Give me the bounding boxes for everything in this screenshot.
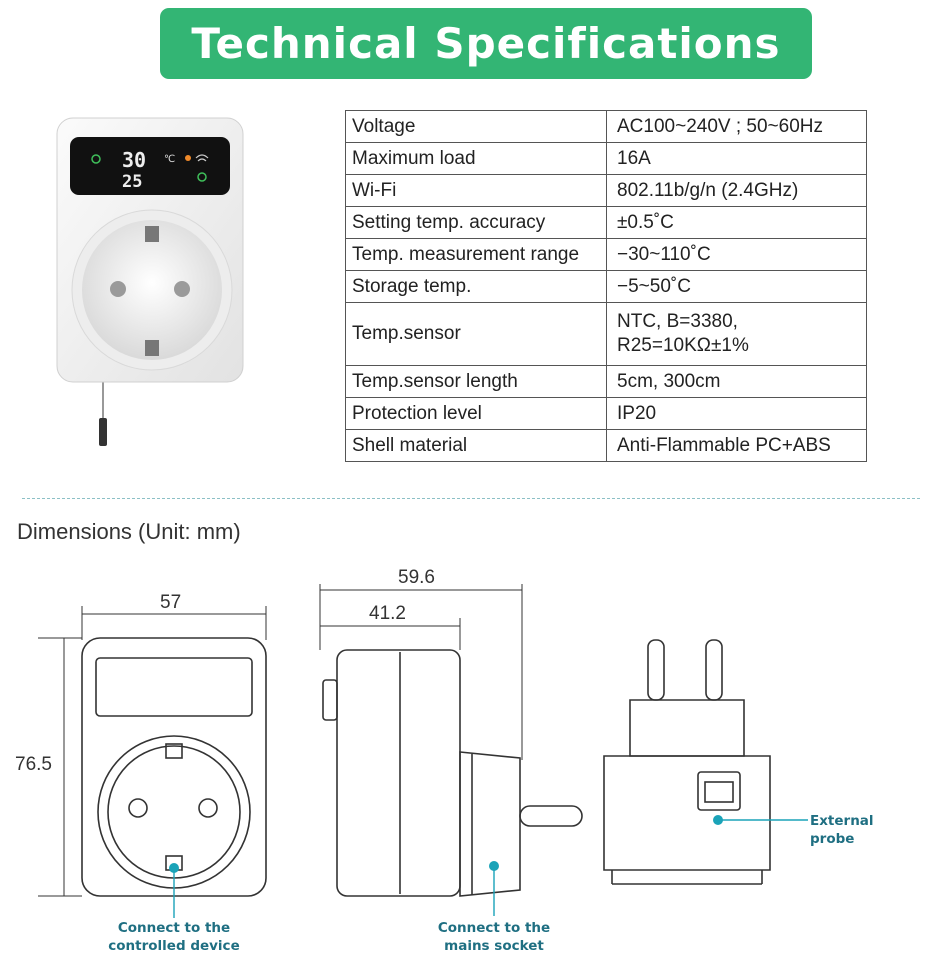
callout-mains-socket xyxy=(424,919,564,955)
spec-label: Temp.sensor length xyxy=(346,366,607,398)
spec-value-line1: NTC, B=3380, xyxy=(617,311,738,332)
dim-depth-total: 59.6 xyxy=(398,567,435,588)
spec-value: −5~50˚C xyxy=(607,271,867,303)
display-temp: 30 xyxy=(122,148,147,172)
page-title: Technical Specifications xyxy=(191,19,781,68)
front-view xyxy=(38,606,266,918)
spec-label: Wi-Fi xyxy=(346,175,607,207)
display-setpoint: 25 xyxy=(122,172,143,192)
spec-label: Temp. measurement range xyxy=(346,239,607,271)
spec-label: Setting temp. accuracy xyxy=(346,207,607,239)
dim-depth-body: 41.2 xyxy=(369,603,406,624)
dimensions-heading: Dimensions (Unit: mm) xyxy=(17,519,241,544)
side-view xyxy=(320,584,582,916)
display-unit: ℃ xyxy=(164,154,176,165)
spec-label: Voltage xyxy=(346,111,607,143)
spec-value: 5cm, 300cm xyxy=(607,366,867,398)
callout-mains-line2: mains socket xyxy=(444,938,544,954)
callout-controlled-line2: controlled device xyxy=(108,938,240,954)
spec-label: Temp.sensor xyxy=(346,303,607,366)
bottom-view xyxy=(604,640,808,884)
dim-height: 76.5 xyxy=(15,754,52,775)
dim-width: 57 xyxy=(160,592,182,613)
spec-value: IP20 xyxy=(607,398,867,430)
callout-controlled-device xyxy=(100,919,248,955)
spec-value: AC100~240V ; 50~60Hz xyxy=(607,111,867,143)
spec-value-line2: R25=10KΩ±1% xyxy=(617,335,749,356)
spec-value: 16A xyxy=(607,143,867,175)
spec-value: ±0.5˚C xyxy=(607,207,867,239)
spec-label: Shell material xyxy=(346,430,607,462)
spec-label: Storage temp. xyxy=(346,271,607,303)
spec-value: 802.11b/g/n (2.4GHz) xyxy=(607,175,867,207)
callout-external-probe: External probe xyxy=(810,813,874,847)
spec-label: Protection level xyxy=(346,398,607,430)
spec-label: Maximum load xyxy=(346,143,607,175)
spec-value: −30~110˚C xyxy=(607,239,867,271)
callout-controlled-line1: Connect to the xyxy=(117,920,231,936)
callout-mains-line1: Connect to the xyxy=(437,920,551,936)
spec-value: Anti-Flammable PC+ABS xyxy=(607,430,867,462)
